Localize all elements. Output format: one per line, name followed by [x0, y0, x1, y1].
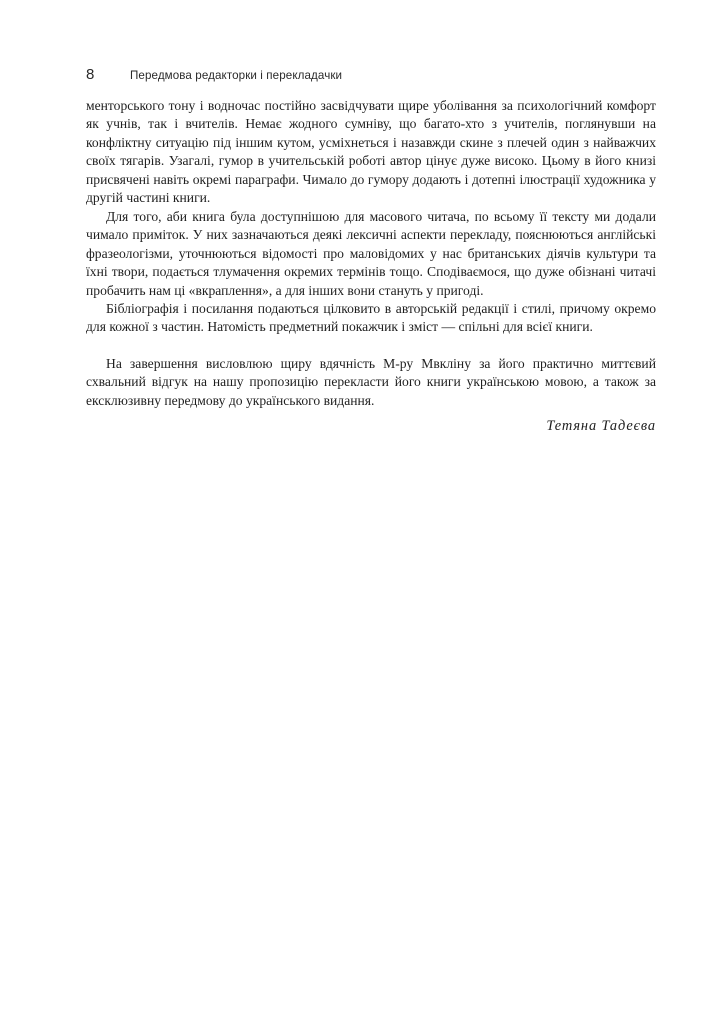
page-number: 8	[86, 66, 95, 83]
paragraph-notes: Для того, аби книга була доступнішою для масового читача, по всьому її тексту ми додали чимало приміток. У них зазначаються деякі лексичні аспекти перекладу, пояснюються англійські фразеологізми, уточнюються відомості про маловідомих у нас британських діячів культури та їхні твори, подається тлумачення окремих термінів тощо. Сподіваємося, що дуже обізнані читачі пробачить нам ці «вкраплення», а для інших вони стануть у пригоді.	[86, 208, 656, 298]
page-header	[86, 66, 656, 88]
paragraph-acknowledgement: На завершення висловлюю щиру вдячність М-ру Мвкліну за його практично миттєвий схвальний відгук на нашу пропозицію перекласти його книги українською мовою, а також за ексклюзивну передмову до українського видання.	[86, 355, 656, 408]
author-signature: Тетяна Тадеєва	[546, 418, 656, 435]
paragraph-bibliography: Бібліографія і посилання подаються цілковито в авторській редакції і стилі, причому окремо для кожної з частин. Натомість предметний покажчик і зміст — спільні для всієї книги.	[86, 300, 656, 335]
running-title: Передмова редакторки і перекладачки	[130, 69, 343, 82]
paragraph-continuation: менторського тону і водночас постійно засвідчувати щире уболівання за психологічний комфорт як учнів, так і вчителів. Немає жодного сумніву, що багато-хто з учителів, поглянувши на конфліктну ситуацію під іншим кутом, усміхнеться і назавжди скине з плечей один з найважчих своїх тягарів. Узагалі, гумор в учительській роботі автор цінує дуже високо. Цьому в його книзі присвячені навіть окремі параграфи. Чимало до гумору додають і дотепні ілюстрації художника у другій частині книги.	[86, 98, 656, 206]
book-page	[86, 66, 656, 435]
paragraph-spacer	[86, 337, 656, 355]
body-text	[86, 97, 656, 410]
